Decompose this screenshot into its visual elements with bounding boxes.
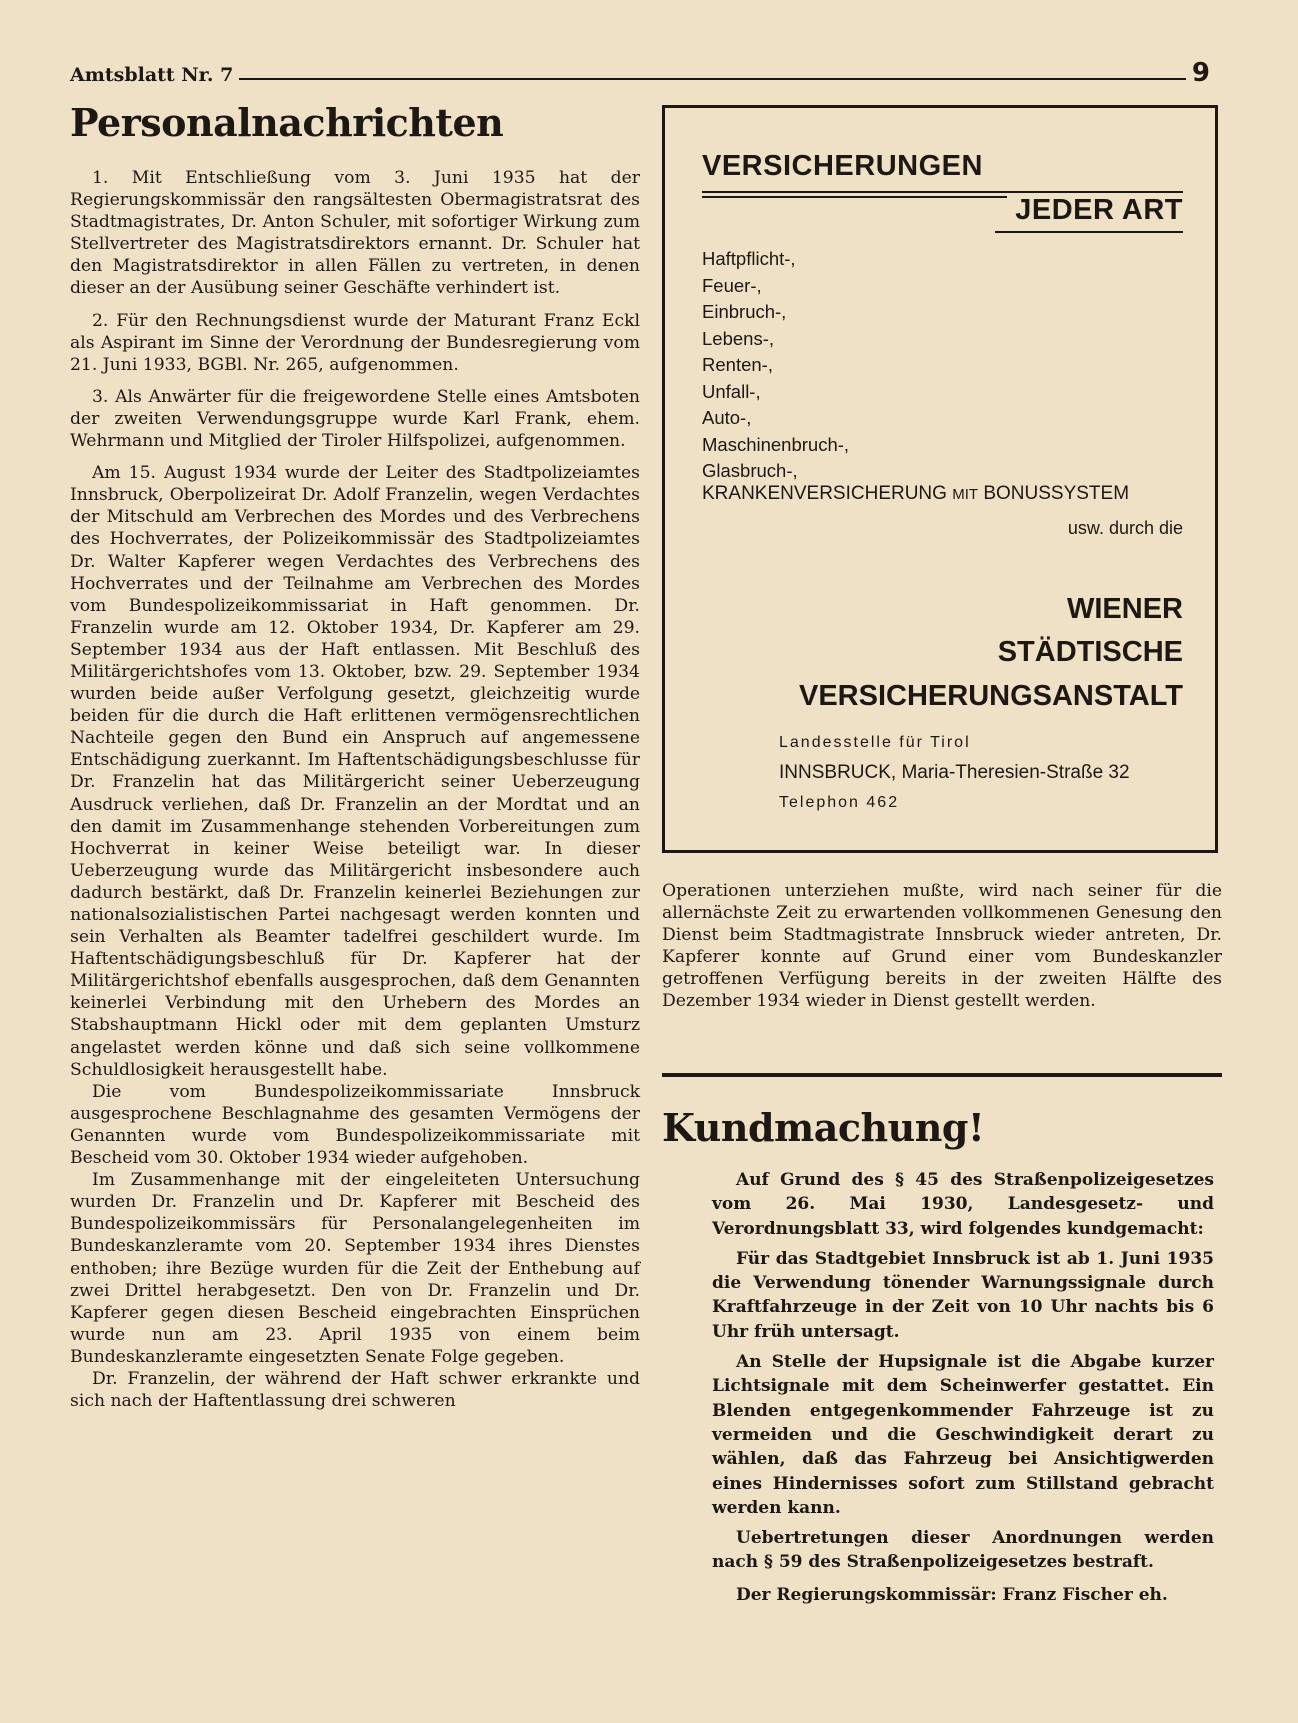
company-address: INNSBRUCK, Maria-Theresien-Straße 32 bbox=[779, 762, 1130, 783]
publication-title: Amtsblatt Nr. 7 bbox=[70, 64, 234, 86]
continued-article bbox=[662, 880, 1222, 1013]
ad-usw-text: usw. durch die bbox=[1067, 518, 1183, 538]
company-name-line-1: WIENER bbox=[1067, 593, 1183, 625]
paragraph-5: Die vom Bundespolizeikommissariate Innsbruck ausgesprochene Beschlagnahme des gesamten Vermögens der Genannten wurde vom Bundespolizeikommissariate mit Bescheid vom 30. Oktober 1934 wieder aufgehoben. bbox=[70, 1081, 640, 1169]
header-rule bbox=[239, 78, 1186, 80]
list-item: Unfall-, bbox=[702, 380, 761, 402]
company-telephone: Telephon 462 bbox=[779, 794, 900, 811]
section-divider bbox=[662, 1073, 1222, 1077]
list-item: Feuer-, bbox=[702, 274, 762, 296]
kundmachung-paragraph-4: Uebertretungen dieser Anordnungen werden nach § 59 des Straßenpolizeigesetzes bestraft. bbox=[712, 1528, 1214, 1573]
list-item: Renten-, bbox=[702, 354, 773, 375]
list-item: Lebens-, bbox=[702, 327, 774, 349]
company-name-line-2: STÄDTISCHE bbox=[997, 636, 1183, 668]
landesstelle: Landesstelle für Tirol bbox=[779, 734, 971, 751]
ad-rule bbox=[995, 231, 1183, 233]
page-number: 9 bbox=[1191, 58, 1210, 88]
ad-title-jeder-art: JEDER ART bbox=[1007, 194, 1183, 227]
section-heading-personalnachrichten: Personalnachrichten bbox=[70, 100, 504, 145]
list-item: Glasbruch-, bbox=[702, 460, 798, 481]
insurance-type-list bbox=[702, 246, 849, 485]
company-name-line-3: VERSICHERUNGSANSTALT bbox=[799, 680, 1183, 712]
paragraph-4: Am 15. August 1934 wurde der Leiter des Stadtpolizeiamtes Innsbruck, Oberpolizeirat Dr. Adolf Franzelin, wegen Verdachtes der Mitschuld am Verbrechen des Mordes und des Verbrechens des Hochverrates, der Polizeikommissär des Stadtpolizeiamtes Dr. Walter Kapferer wegen Verdachtes des Verbrechens des Hochverrates und der Teilnahme am Verbrechen des Mordes vom Bundespolizeikommissariat in Haft genommen. Dr. Franzelin wurde am 12. Oktober 1934, Dr. Kapferer am 29. September 1934 aus der Haft entlassen. Mit Beschluß des Militärgerichtshofes vom 13. Oktober, bzw. 29. September 1934 wurden beide außer Verfolgung gesetzt, gleichzeitig wurde beiden für die durch die Haft erlittenen vermögensrechtlichen Nachteile gegen den Bund ein Anspruch auf angemessene Entschädigung zuerkannt. Im Haftentschädigungsbeschlusse für Dr. Franzelin hat das Militärgericht seiner Ueberzeugung Ausdruck verliehen, daß Dr. Franzelin an der Mordtat und an den damit im Zusammenhange stehenden Vorbereitungen zum Hochverrat in keiner Weise beteiligt war. In dieser Ueberzeugung wurde das Militärgericht insbesondere auch dadurch bestärkt, daß Dr. Franzelin keinerlei Beziehungen zur nationalsozialistischen Partei nachgesagt werden konnten und sein Verhalten als Beamter tadelfrei geschildert wurde. Im Haftentschädigungsbeschluß für Dr. Kapferer hat der Militärgerichtshof ebenfalls ausgesprochen, daß dem Genannten keinerlei Verbindung mit den Urhebern des Mordes an Stabshauptmann Hickl oder mit dem geplanten Umsturz angelastet werden könne und daß sich seine vollkommene Schuldlosigkeit herausgestellt habe. bbox=[70, 463, 640, 1080]
kundmachung-body bbox=[662, 1168, 1222, 1607]
health-insurance-line bbox=[702, 483, 1129, 505]
kundmachung-heading: Kundmachung! bbox=[662, 1105, 985, 1150]
list-item: Haftpflicht-, bbox=[702, 248, 796, 269]
ad-rule bbox=[702, 191, 1183, 193]
left-column bbox=[70, 100, 640, 1412]
kv-label: KRANKENVERSICHERUNG bbox=[702, 483, 947, 504]
continuation-paragraph: Operationen unterziehen mußte, wird nach seiner für die allernächste Zeit zu erwartenden vollkommenen Genesung den Dienst beim Stadtmagistrate Innsbruck wieder antreten, Dr. Kapferer konnte auf Grund einer vom Bundeskanzler getroffenen Verfügung bereits in der zweiten Hälfte des Dezember 1934 wieder in Dienst gestellt werden. bbox=[662, 881, 1222, 1012]
kundmachung-signature: Der Regierungskommissär: Franz Fischer eh. bbox=[736, 1584, 1168, 1605]
list-item: Auto-, bbox=[702, 407, 752, 428]
kundmachung-paragraph-3: An Stelle der Hupsignale ist die Abgabe kurzer Lichtsignale mit dem Scheinwerfer gestattet. Ein Blenden entgegenkommender Fahrzeuge ist zu vermeiden und die Geschwindigkeit derart zu wählen, daß das Fahrzeug bei Ansichtigwerden eines Hindernisses sofort zum Stillstand gebracht werden kann. bbox=[712, 1352, 1214, 1518]
paragraph-1: 1. Mit Entschließung vom 3. Juni 1935 hat der Regierungskommissär den rangsältesten Obermagistratsrat des Stadtmagistrates, Dr. Anton Schuler, mit sofortiger Wirkung zum Stellvertreter des Magistratsdirektors ernannt. Dr. Schuler hat den Magistratsdirektor in allen Fällen zu vertreten, in denen dieser an der Ausübung seiner Geschäfte verhindert ist. bbox=[70, 168, 640, 299]
list-item: Einbruch-, bbox=[702, 301, 787, 322]
paragraph-2: 2. Für den Rechnungsdienst wurde der Maturant Franz Eckl als Aspirant im Sinne der Verordnung der Bundesregierung vom 21. Juni 1933, BGBl. Nr. 265, aufgenommen. bbox=[70, 310, 640, 375]
kv-bonus: BONUSSYSTEM bbox=[983, 483, 1130, 504]
paragraph-6: Im Zusammenhange mit der eingeleiteten Untersuchung wurden Dr. Franzelin und Dr. Kapferer mit Bescheid des Bundespolizeikommissärs für Personalangelegenheiten im Bundeskanzleramte vom 20. September 1934 ihres Dienstes enthoben; ihre Bezüge wurden für die Zeit der Enthebung auf zwei Drittel herabgesetzt. Den von Dr. Franzelin und Dr. Kapferer gegen diesen Bescheid eingebrachten Einsprüchen wurde nun am 23. April 1935 von einem beim Bundeskanzleramte eingesetzten Senate Folge gegeben. bbox=[70, 1170, 640, 1367]
list-item: Maschinenbruch-, bbox=[702, 433, 850, 455]
kundmachung-section bbox=[662, 1105, 1222, 1613]
insurance-advertisement bbox=[662, 105, 1218, 853]
page-header bbox=[70, 52, 1210, 86]
ad-title-versicherungen: VERSICHERUNGEN bbox=[702, 150, 983, 182]
kundmachung-paragraph-2: Für das Stadtgebiet Innsbruck ist ab 1. Juni 1935 die Verwendung tönender Warnungssignale durch Kraftfahrzeuge in der Zeit von 10 Uhr nachts bis 6 Uhr früh untersagt. bbox=[712, 1248, 1214, 1342]
kundmachung-paragraph-1: Auf Grund des § 45 des Straßenpolizeigesetzes vom 26. Mai 1930, Landesgesetz- und Verordnungsblatt 33, wird folgendes kundgemacht: bbox=[712, 1170, 1214, 1239]
kv-mit: MIT bbox=[952, 486, 979, 503]
paragraph-7: Dr. Franzelin, der während der Haft schwer erkrankte und sich nach der Haftentlassung drei schweren bbox=[70, 1368, 640, 1412]
paragraph-3: 3. Als Anwärter für die freigewordene Stelle eines Amtsboten der zweiten Verwendungsgruppe wurde Karl Frank, ehem. Wehrmann und Mitglied der Tiroler Hilfspolizei, aufgenommen. bbox=[70, 386, 640, 452]
